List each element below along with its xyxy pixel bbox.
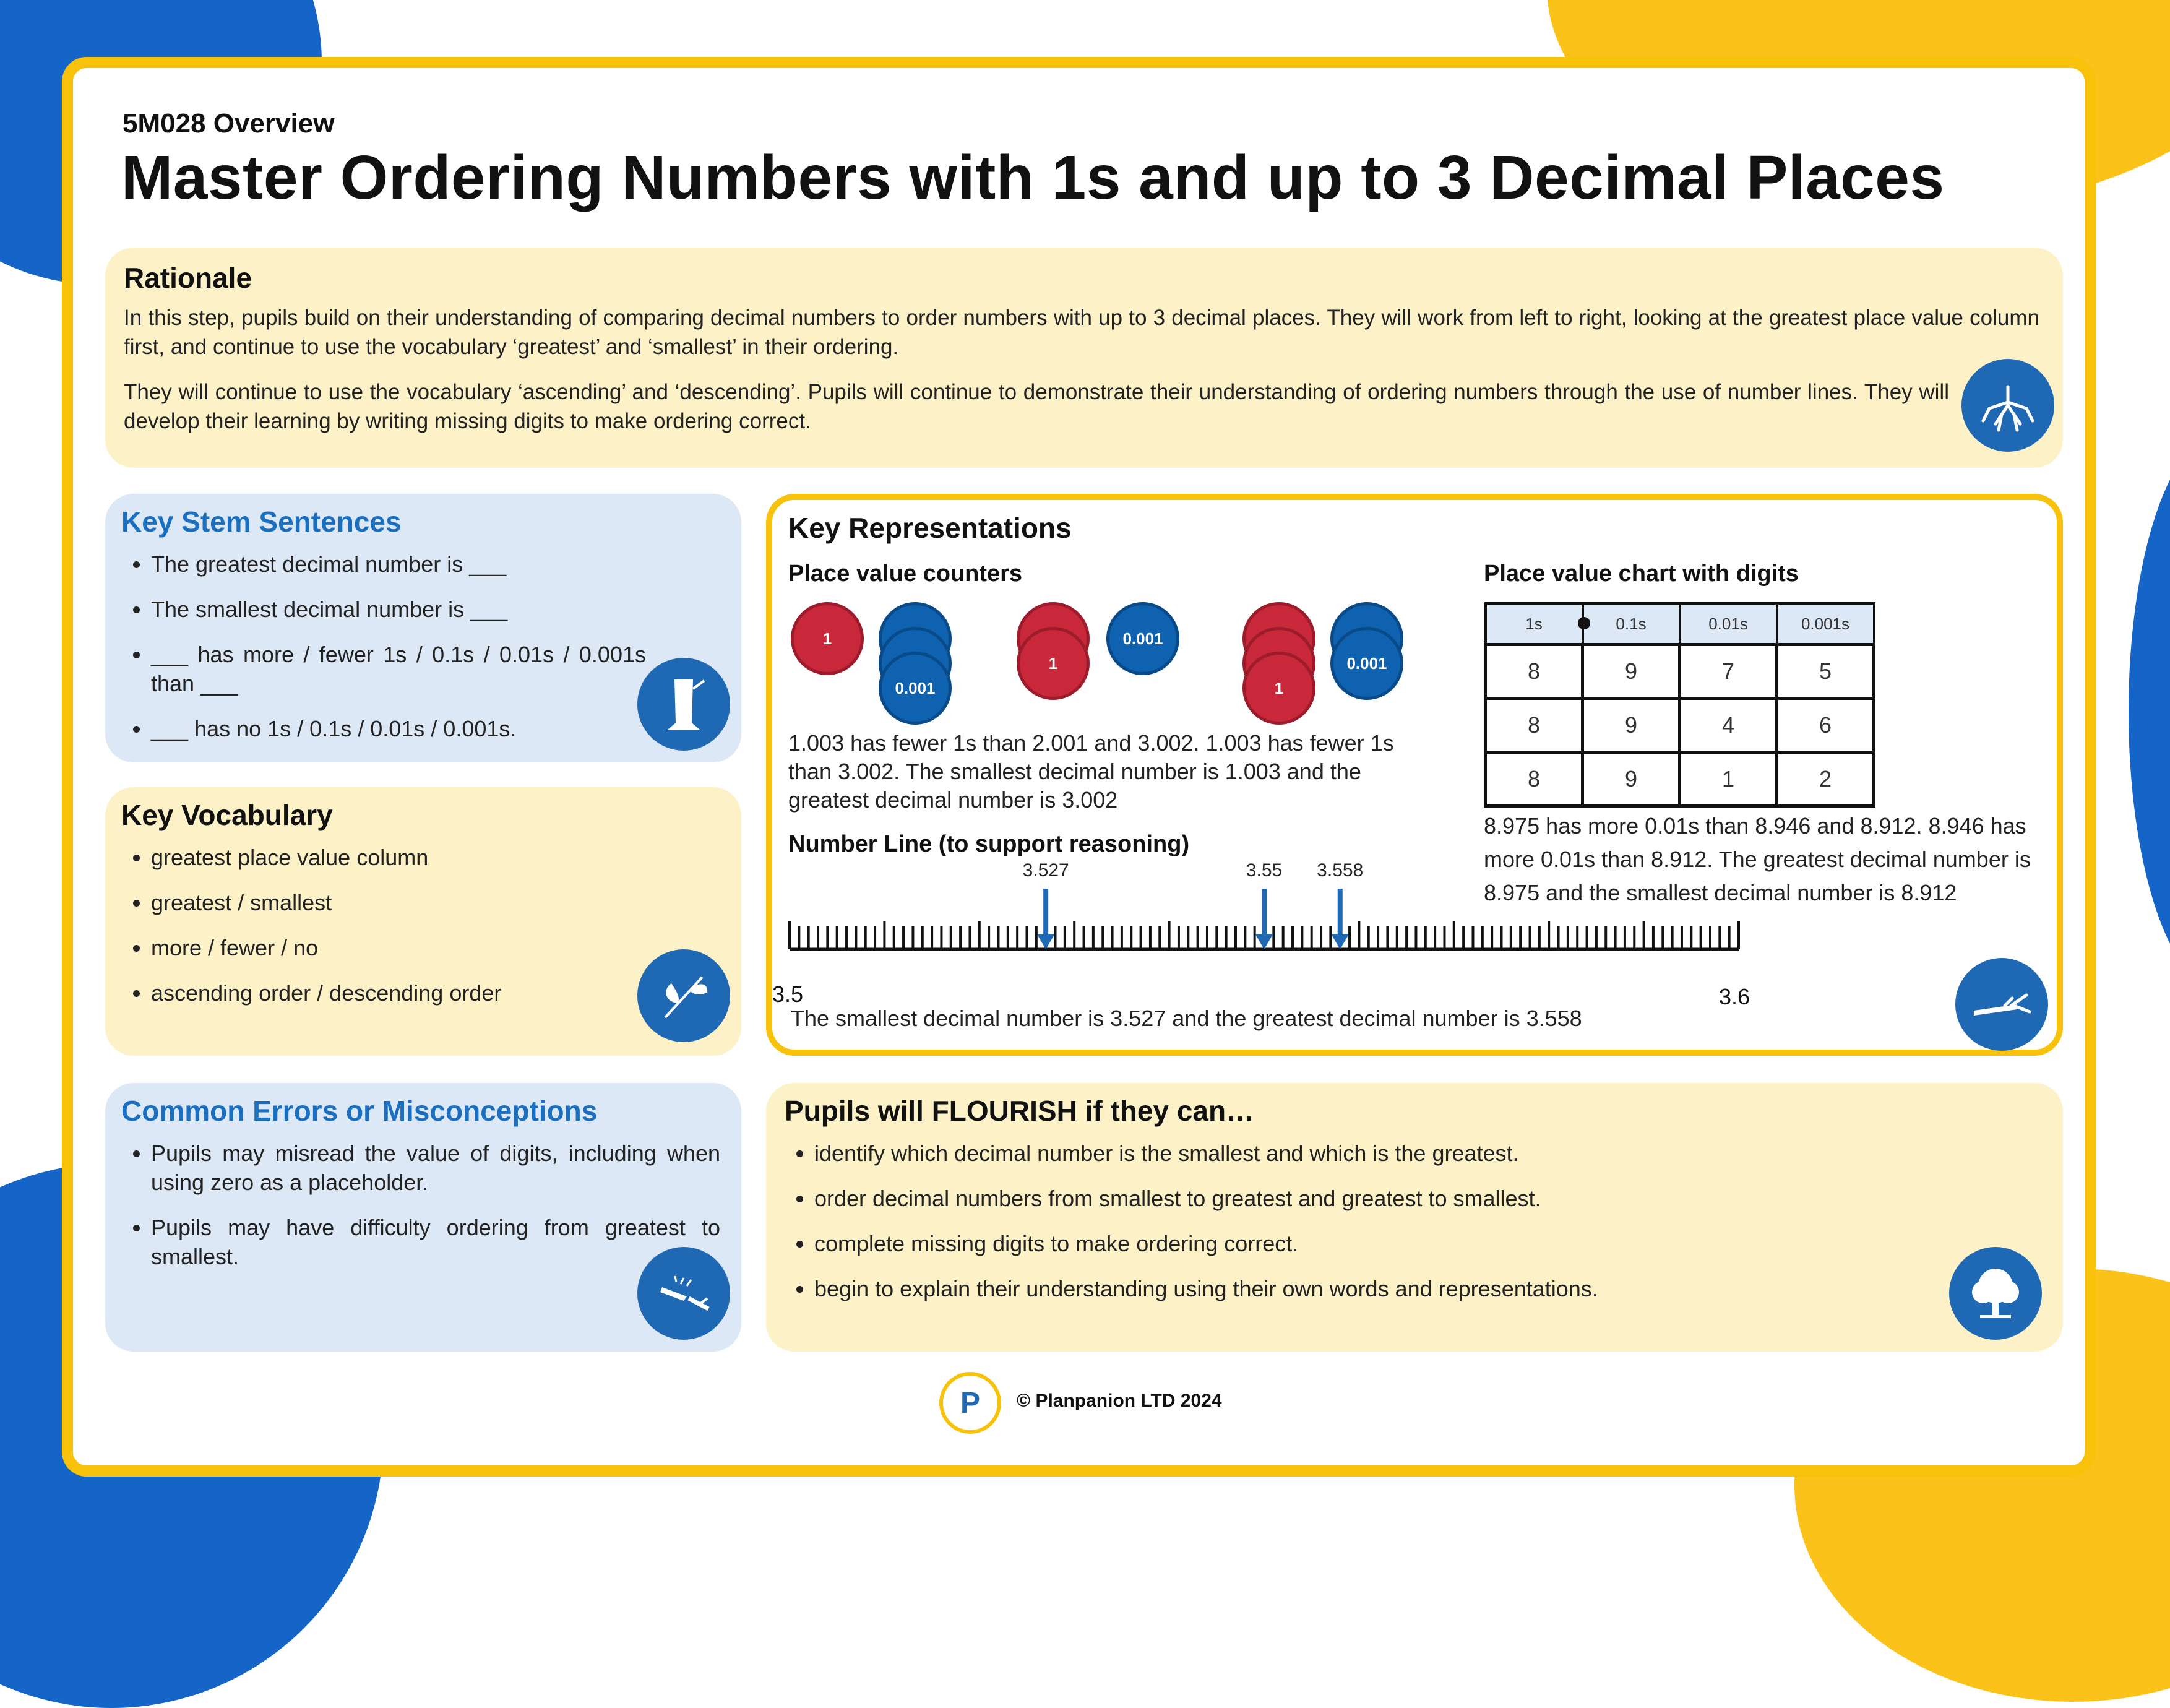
list-item: • ascending order / descending order [151,978,646,1007]
list-item: • more / fewer / no [151,933,646,962]
marker-label: 3.527 [1022,860,1069,881]
table-row: 8 9 4 6 [1486,699,1874,753]
marker-arrowhead [1037,934,1054,949]
decimal-point-dot [1578,617,1590,629]
rationale-panel [105,248,2063,468]
numberline-heading: Number Line (to support reasoning) [788,831,1190,857]
marker-label: 3.558 [1317,860,1364,881]
thousandth-counter: 0.001 [1330,627,1403,700]
marker-arrowhead [1332,934,1349,949]
table-row: 8 9 1 2 [1486,753,1874,806]
list-item: • identify which decimal number is the smallest and which is the greatest. [814,1139,1990,1168]
overview-card [62,57,2096,1477]
tree-icon [1949,1247,2042,1340]
rationale-paragraph-1: In this step, pupils build on their understanding of comparing decimal numbers to order numbers with up to 3 decimal places. They will work from left to right, looking at the greatest place value column first, and continue to use the vocabulary ‘greatest’ and ‘smallest’ in their ordering. [124,306,2039,359]
page-title: Master Ordering Numbers with 1s and up to 3 Decimal Places [121,143,1945,212]
numberline-explanation: The smallest decimal number is 3.527 and the greatest decimal number is 3.558 [791,1006,1582,1031]
vocab-heading: Key Vocabulary [121,799,333,831]
list-item: • The greatest decimal number is ___ [151,550,646,579]
branch-icon [1955,958,2048,1051]
stem-list [121,550,646,759]
list-item: • greatest place value column [151,843,646,872]
list-item: • begin to explain their understanding using their own words and representations. [814,1274,1990,1303]
logo-letter: P [960,1386,980,1420]
thousandth-counter: 0.001 [879,652,952,725]
errors-list [121,1139,720,1287]
rationale-paragraph-2: They will continue to use the vocabulary ‘ascending’ and ‘descending’. Pupils will continue to demonstrate their understanding of ordering numbers through the use of number lines. They will develop their learning by writing missing digits to make ordering correct. [124,380,1949,433]
chart-header-hundredths: 0.01s [1680,603,1777,645]
flourish-panel [766,1083,2063,1352]
list-item: • ___ has more / fewer 1s / 0.1s / 0.01s / 0.001s than ___ [151,640,646,698]
bg-blob-right-blue [2129,433,2170,990]
one-counter: 1 [1242,652,1315,725]
numberline-start-label: 3.5 [772,981,804,1007]
marker-arrowhead [1255,934,1273,949]
chart-header-tenths: 0.1s [1583,603,1680,645]
chart-header-1s: 1s [1486,603,1583,645]
stem-heading: Key Stem Sentences [121,506,402,538]
list-item: • Pupils may have difficulty ordering from greatest to smallest. [151,1213,720,1271]
stem-panel [105,494,741,762]
errors-panel [105,1083,741,1352]
number-line [772,859,1762,1020]
chart-header-thousandths: 0.001s [1777,603,1874,645]
number-line-marker [1317,860,1363,949]
place-value-chart [1484,602,1875,808]
one-counter: 1 [1017,627,1090,700]
counters-heading: Place value counters [788,561,1023,587]
vocab-list [121,843,646,1024]
list-item: • ___ has no 1s / 0.1s / 0.01s / 0.001s. [151,714,646,743]
list-item: • The smallest decimal number is ___ [151,595,646,624]
errors-heading: Common Errors or Misconceptions [121,1095,598,1127]
marker-label: 3.55 [1246,860,1283,881]
number-line-marker [1023,860,1069,949]
vocab-panel [105,787,741,1056]
leaf-icon [637,949,730,1042]
list-item: • Pupils may misread the value of digits, including when using zero as a placeholder. [151,1139,720,1197]
numberline-end-label: 3.6 [1719,984,1750,1009]
list-item: • greatest / smallest [151,888,646,917]
chart-heading: Place value chart with digits [1484,561,1799,587]
planpanion-logo [939,1372,1001,1434]
thousandth-counter: 0.001 [1106,602,1179,675]
roots-icon [1961,359,2054,452]
rationale-heading: Rationale [124,262,252,294]
flourish-list [785,1139,1990,1319]
list-item: • complete missing digits to make ordering correct. [814,1229,1990,1258]
chart-explanation: 8.975 has more 0.01s than 8.946 and 8.912. 8.946 has more 0.01s than 8.912. The greatest decimal number is 8.975 and the smallest decimal number is 8.912 [1484,813,2031,905]
number-line-marker [1246,860,1282,949]
flourish-heading: Pupils will FLOURISH if they can… [785,1095,1255,1127]
one-counter: 1 [791,602,864,675]
table-row: 8 9 7 5 [1486,645,1874,699]
counters-explanation: 1.003 has fewer 1s than 2.001 and 3.002. 1.003 has fewer 1s than 3.002. The smallest decimal number is 1.003 and the greatest decimal number is 3.002 [788,730,1394,813]
lesson-code: 5M028 Overview [123,108,335,139]
list-item: • order decimal numbers from smallest to greatest and greatest to smallest. [814,1184,1990,1213]
broken-branch-icon [637,1247,730,1340]
representations-heading: Key Representations [788,512,1072,544]
stump-icon [637,658,730,751]
copyright-text: © Planpanion LTD 2024 [1017,1391,1222,1411]
representations-panel [766,494,2063,1056]
